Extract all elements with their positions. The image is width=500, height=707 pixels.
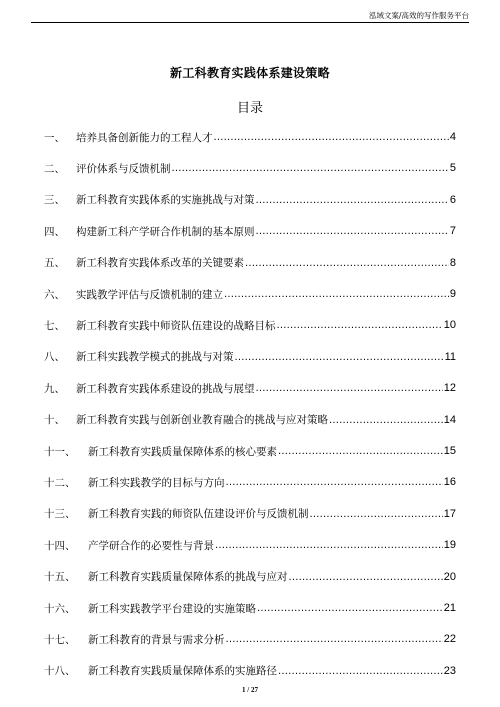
toc-entry-page[interactable]: 21: [443, 602, 456, 614]
toc-entry-number: 七、: [44, 319, 65, 332]
toc-entry[interactable]: [44, 655, 456, 687]
toc-entry-page[interactable]: 12: [443, 382, 456, 395]
toc-entry-title[interactable]: 新工科实践教学平台建设的实施策略: [88, 602, 256, 615]
toc-entry[interactable]: [44, 529, 456, 561]
toc-entry-title[interactable]: 实践教学评估与反馈机制的建立: [76, 288, 223, 301]
toc-entry-page[interactable]: 19: [443, 539, 456, 552]
toc-entry-number: 二、: [44, 162, 65, 175]
toc-entry-title[interactable]: 新工科实践教学的目标与方向: [88, 476, 225, 489]
toc-entry-title[interactable]: 评价体系与反馈机制: [76, 162, 171, 175]
toc-entry-title[interactable]: 新工科实践教学模式的挑战与对策: [76, 351, 234, 364]
toc-entry-number: 十二、: [44, 476, 76, 489]
toc-entry-page[interactable]: 20: [443, 570, 456, 583]
toc-entry[interactable]: [44, 341, 456, 373]
toc-entry-number: 八、: [44, 351, 65, 364]
toc-entry-page[interactable]: 15: [443, 445, 456, 457]
toc-entry-number: 一、: [44, 131, 65, 144]
toc-dot-leader: [256, 224, 449, 238]
toc-entry-number: 六、: [44, 288, 65, 301]
toc-entry-page[interactable]: 5: [449, 162, 456, 175]
toc-dot-leader: [224, 287, 449, 301]
toc-entry-title[interactable]: 构建新工科产学研合作机制的基本原则: [76, 225, 255, 238]
toc-entry[interactable]: [44, 247, 456, 279]
toc-dot-leader: [277, 318, 443, 332]
toc-entry-page[interactable]: 22: [443, 633, 456, 646]
toc-dot-leader: [257, 601, 443, 615]
toc-dot-leader: [256, 381, 443, 395]
toc-dot-leader: [256, 193, 449, 207]
toc-entry-title[interactable]: 新工科教育实践体系的实施挑战与对策: [76, 194, 255, 207]
page-header-text: 泓域文案/高效的写作服务平台: [368, 11, 469, 20]
toc-entry[interactable]: [44, 278, 456, 310]
toc-dot-leader: [215, 538, 443, 552]
toc-entry-number: 十三、: [44, 508, 76, 521]
document-title: 新工科教育实践体系建设策略: [170, 66, 330, 80]
toc-entry-title[interactable]: 新工科教育实践质量保障体系的挑战与应对: [88, 571, 288, 584]
toc-entry-number: 十五、: [44, 571, 76, 584]
toc-dot-leader: [278, 664, 443, 678]
toc-entry-title[interactable]: 新工科教育实践质量保障体系的核心要素: [88, 445, 277, 458]
toc-entry-number: 十四、: [44, 539, 76, 552]
toc-entry-number: 十八、: [44, 665, 76, 678]
toc-entry-title[interactable]: 新工科教育实践的师资队伍建设评价与反馈机制: [88, 508, 309, 521]
toc-dot-leader: [278, 444, 443, 458]
toc-entry[interactable]: [44, 309, 456, 341]
header-divider: [31, 22, 469, 23]
toc-dot-leader: [235, 350, 444, 364]
toc-entry[interactable]: [44, 561, 456, 593]
toc-entry-title[interactable]: 新工科教育实践质量保障体系的实施路径: [88, 665, 277, 678]
toc-entry[interactable]: [44, 592, 456, 624]
toc-dot-leader: [289, 570, 443, 584]
toc-entry[interactable]: [44, 404, 456, 436]
toc-entry-title[interactable]: 新工科教育实践体系建设的挑战与展望: [76, 382, 255, 395]
toc-entry-title[interactable]: 产学研合作的必要性与背景: [88, 539, 214, 552]
toc-entry-number: 十六、: [44, 602, 76, 615]
toc-entry-page[interactable]: 7: [449, 225, 456, 238]
toc-entry-number: 九、: [44, 382, 65, 395]
toc-entry-page[interactable]: 10: [443, 319, 456, 332]
toc-entry[interactable]: [44, 152, 456, 184]
toc-entry[interactable]: [44, 215, 456, 247]
toc-dot-leader: [226, 632, 443, 646]
toc-entry[interactable]: [44, 184, 456, 216]
toc-entry-title[interactable]: 培养具备创新能力的工程人才: [76, 131, 213, 144]
toc-entry-title[interactable]: 新工科教育的背景与需求分析: [88, 633, 225, 646]
toc-entry-page[interactable]: 16: [443, 476, 456, 489]
toc-entry[interactable]: [44, 435, 456, 467]
toc-entry[interactable]: [44, 498, 456, 530]
toc-entry-page[interactable]: 17: [443, 507, 456, 520]
toc-entry[interactable]: [44, 121, 456, 153]
toc-entry-number: 四、: [44, 225, 65, 238]
toc-entry-number: 十、: [44, 414, 65, 427]
toc-entry-page[interactable]: 4: [449, 131, 456, 143]
toc-dot-leader: [226, 475, 443, 489]
toc-entry-page[interactable]: 6: [449, 193, 456, 206]
toc-dot-leader: [329, 413, 443, 427]
toc-entry-number: 五、: [44, 257, 65, 270]
toc-entry-page[interactable]: 14: [443, 413, 456, 426]
toc-dot-leader: [172, 161, 449, 175]
toc-entry-number: 十七、: [44, 633, 76, 646]
toc-entry[interactable]: [44, 623, 456, 655]
toc-entry-page[interactable]: 11: [444, 350, 456, 363]
toc-entry-title[interactable]: 新工科教育实践中师资队伍建设的战略目标: [76, 319, 276, 332]
toc-entry-title[interactable]: 新工科教育实践体系改革的关键要素: [76, 257, 244, 270]
toc-entry-number: 三、: [44, 194, 65, 207]
toc-heading: 目录: [236, 101, 263, 116]
page-number: 1 / 27: [242, 686, 258, 694]
toc-dot-leader: [310, 507, 443, 521]
toc-entry-page[interactable]: 23: [443, 664, 456, 677]
toc-entry-number: 十一、: [44, 445, 76, 458]
toc-dot-leader: [214, 130, 449, 144]
toc-entry[interactable]: [44, 372, 456, 404]
toc-entry-page[interactable]: 9: [449, 288, 456, 300]
toc-dot-leader: [245, 256, 449, 270]
toc-entry-page[interactable]: 8: [449, 256, 456, 269]
toc-entry-title[interactable]: 新工科教育实践与创新创业教育融合的挑战与应对策略: [76, 414, 328, 427]
toc-entry[interactable]: [44, 466, 456, 498]
